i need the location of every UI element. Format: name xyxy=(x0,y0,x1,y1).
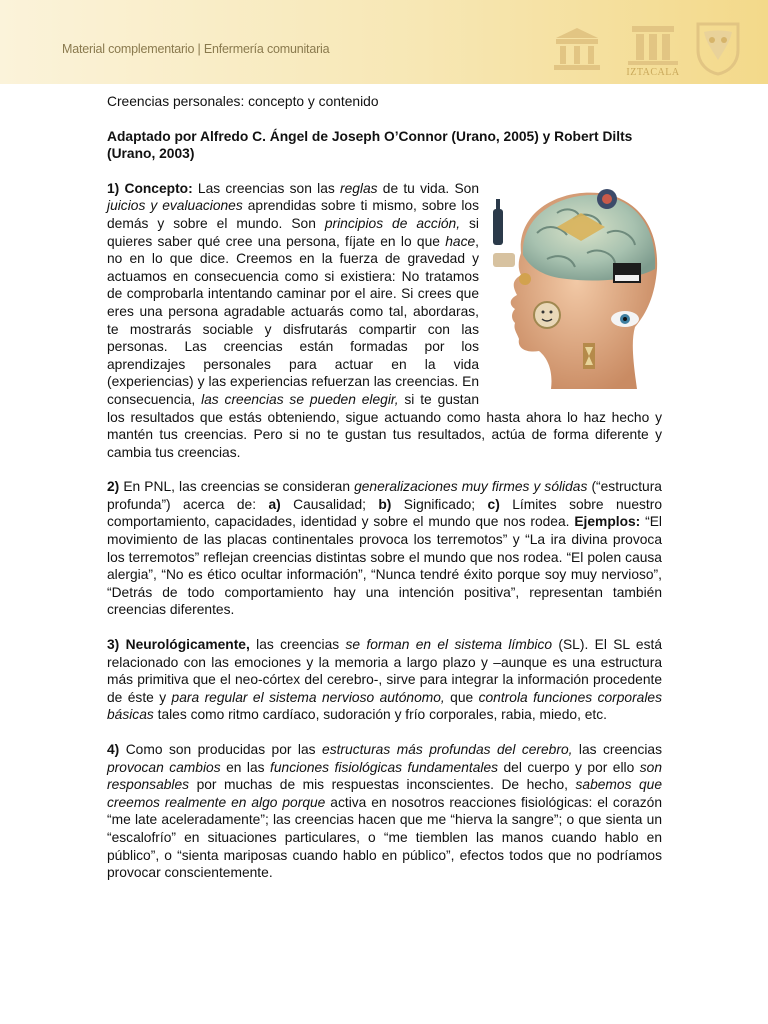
text-run: aprendidas sobre ti mismo, sobre los demás y sobre el mundo. Son xyxy=(107,198,479,231)
italic-run: juicios y evaluaciones xyxy=(107,198,243,214)
text-run: por muchas de mis respuestas inconscientes. De hecho, xyxy=(189,777,576,793)
text-run: Como son producidas por las xyxy=(119,742,323,757)
temple-icon xyxy=(552,24,602,72)
text-run: activa en nosotros reacciones fisiológicas: el corazón “me late aceleradamente”; las creencias hacen que me “hierva la sangre”; o que sienta un “escalofrío” en situaciones particulares, o “me tiemblen las manos cuando hablo en público”, o “sienta mariposas cuando hablo en público”, efectos todos que no podríamos provocar conscientemente. xyxy=(107,794,663,881)
text-run: que xyxy=(444,689,479,705)
document-authors: Adaptado por Alfredo C. Ángel de Joseph O’Connor (Urano, 2005) y Robert Dilts (Urano, 2003) xyxy=(107,128,633,162)
text-run: en las xyxy=(220,759,271,775)
unam-logo xyxy=(694,20,742,76)
italic-run: principios de acción, xyxy=(324,215,461,231)
italic-run: estructuras más profundas del cerebro, xyxy=(322,742,573,757)
text-run: tales como ritmo cardíaco, sudoración y frío corporales, rabia, miedo, etc. xyxy=(153,707,607,723)
pyramid-icon xyxy=(618,22,688,66)
text-run: del cuerpo y por ello xyxy=(498,759,640,775)
italic-run: se forman en el sistema límbico xyxy=(345,637,553,653)
phrenology-head-illustration xyxy=(487,183,662,395)
text-run: si quieres saber qué cree una persona, fíjate en lo que xyxy=(107,215,479,249)
text-run: En PNL, las creencias se consideran xyxy=(119,479,355,495)
italic-run: generalizaciones muy firmes y sólidas xyxy=(354,479,588,495)
text-run: las creencias xyxy=(572,742,663,757)
iztacala-logo-text: IZTACALA xyxy=(626,67,680,78)
text-run: si te gustan los resultados que estás obteniendo, sigue actuando como hasta ahora lo haz hecho y mantén tus creencias. Pero si no te gustan tus resultados, actúa de forma diferente y cambia tus creencias. xyxy=(107,391,662,460)
text-run: Causalidad; xyxy=(280,496,379,512)
bold-run: c) xyxy=(487,496,500,512)
italic-run: sabemos que creemos realmente en algo porque xyxy=(107,777,662,810)
italic-run: para regular el sistema nervioso autónomo, xyxy=(171,689,445,705)
italic-run: funciones fisiológicas fundamentales xyxy=(270,759,499,775)
text-run: Límites sobre nuestro comportamiento, capacidades, identidad y sobre el mundo que nos rodea. xyxy=(107,496,662,530)
paragraph-pnl xyxy=(107,478,662,619)
bold-run: Ejemplos: xyxy=(574,514,641,530)
text-run: , no en lo que dice. Creemos en la fuerza de gravedad y actuamos en consecuencia como si existiera: No tratamos de comprobarla intentando caminar por el aire. Si crees que eres una persona agradable actuarás como tal, abordaras, te mostrarás sociable y disfrutarás compartir con las personas. Las creencias están formadas por los aprendizajes personales para actuar en la vida (experiencias) y las experiencias refuerzan las creencias. En consecuencia, xyxy=(107,233,479,407)
iztacala-logo xyxy=(618,22,688,78)
paragraph-concepto xyxy=(107,180,662,462)
paragraph-1-heading: 1) Concepto: xyxy=(107,180,193,196)
page-header xyxy=(0,0,768,84)
paragraph-4-heading: 4) xyxy=(107,742,120,757)
text-run: “El movimiento de las placas continentales provoca los terremotos” y “La ira divina provoca los terremotos” reflejan creencias distintas sobre el mundo que nos rodea. “El polen causa alergia”, “No es ético ocultar información”, “Nunca tendré éxito porque soy muy nervioso”, “Detrás de todo comportamiento hay una intención positiva”, representan también creencias diferentes. xyxy=(107,514,662,618)
header-title: Material complementario | Enfermería comunitaria xyxy=(62,42,330,56)
shield-icon xyxy=(694,20,742,76)
paragraph-neurologicamente xyxy=(107,636,662,724)
paragraph-2-heading: 2) xyxy=(107,479,120,495)
text-run: Las creencias son las xyxy=(192,180,340,196)
text-run: de tu vida. Son xyxy=(377,180,479,196)
fes-logo xyxy=(552,24,602,72)
italic-run: provocan cambios xyxy=(107,759,221,775)
bold-run: b) xyxy=(378,496,392,512)
paragraph-3-heading: 3) Neurológicamente, xyxy=(107,637,250,653)
italic-run: las creencias se pueden elegir, xyxy=(201,391,399,407)
text-run: Significado; xyxy=(391,496,488,512)
italic-run: son responsables xyxy=(107,759,663,793)
italic-run: controla funciones corporales básicas xyxy=(107,689,662,723)
bold-run: a) xyxy=(268,496,281,512)
document-body xyxy=(107,93,662,899)
italic-run: hace xyxy=(445,233,476,249)
paragraph-estructuras xyxy=(107,741,662,882)
text-run: las creencias xyxy=(249,637,346,653)
text-run: (SL). El SL está relacionado con las emociones y la memoria a largo plazo y –aunque es una estructura más primitiva que el neo-córtex del cerebro-, sirve para integrar la información procedente de éste y xyxy=(107,637,663,705)
document-subtitle: Creencias personales: concepto y contenido xyxy=(107,94,379,109)
text-run: (“estructura profunda”) acerca de: xyxy=(107,479,662,512)
italic-run: reglas xyxy=(339,180,378,196)
